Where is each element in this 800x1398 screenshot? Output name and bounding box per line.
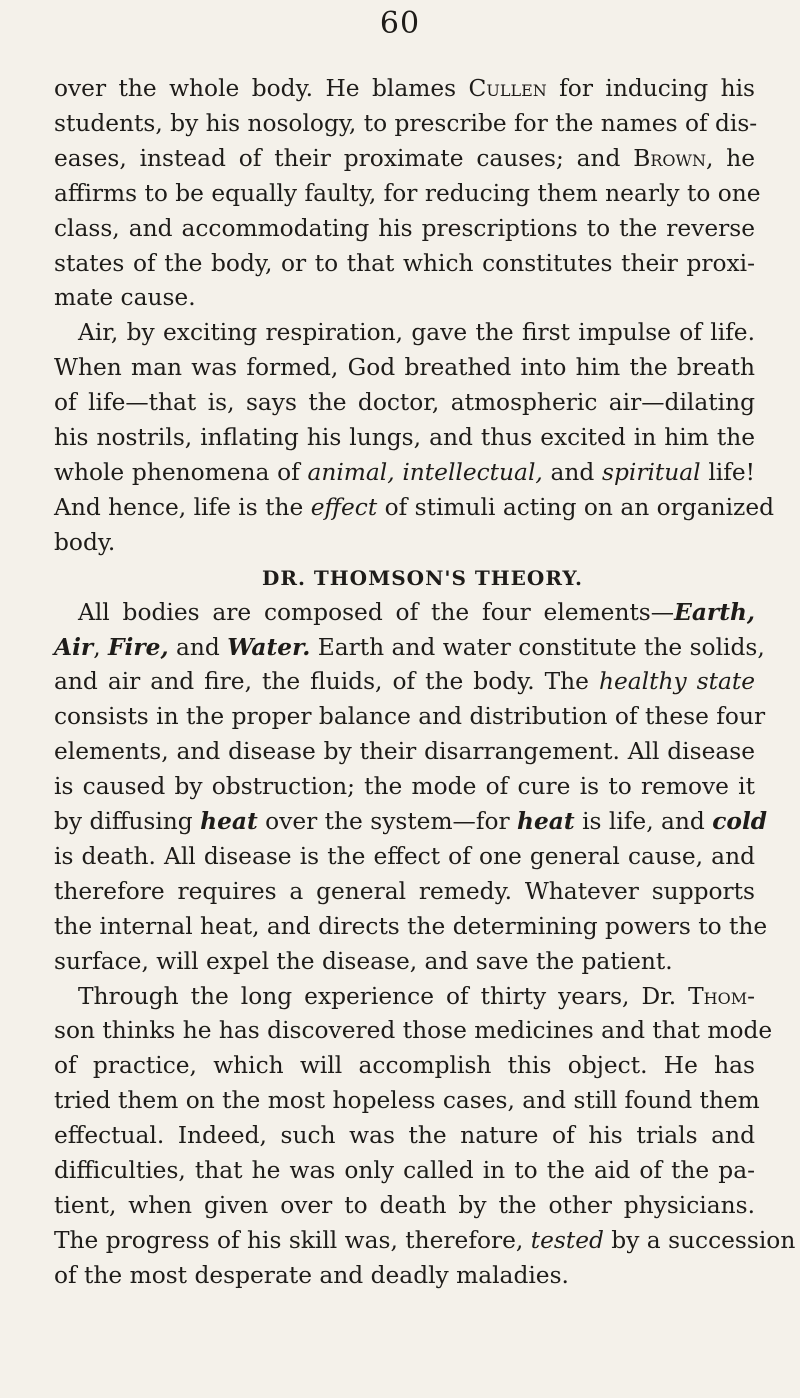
text-line: and air and fire, the fluids, of the body. The healthy state: [54, 668, 756, 696]
text-line: therefore requires a general remedy. Whatever supports: [54, 877, 755, 905]
text-line: by diffusing heat over the system—for heat is life, and cold: [54, 808, 768, 836]
text-line: whole phenomena of animal, intellectual, and spiritual life!: [54, 458, 755, 486]
text-line: his nostrils, inflating his lungs, and thus excited in him the: [54, 424, 755, 452]
text-line: effectual. Indeed, such was the nature of his trials and: [54, 1122, 755, 1150]
section-heading: DR. THOMSON'S THEORY.: [261, 565, 584, 590]
text-line: tient, when given over to death by the other physicians.: [54, 1192, 755, 1219]
text-line: over the whole body. He blames Cullen for inducing his: [54, 75, 756, 102]
text-line: of practice, which will accomplish this object. He has: [54, 1052, 755, 1080]
text-line: of life—that is, says the doctor, atmospheric air—dilating: [54, 389, 755, 417]
text-line: Through the long experience of thirty years, Dr. Thom-: [78, 982, 755, 1010]
text-line: is death. All disease is the effect of one general cause, and: [54, 842, 755, 870]
text-line: states of the body, or to that which constitutes their proxi-: [54, 249, 755, 277]
text-line: difficulties, that he was only called in to the aid of the pa-: [54, 1157, 755, 1185]
text-line: When man was formed, God breathed into him the breath: [54, 354, 755, 382]
text-line: students, by his nosology, to prescribe for the names of dis-: [54, 109, 758, 137]
text-line: And hence, life is the effect of stimuli acting on an organized: [54, 493, 775, 521]
text-line: son thinks he has discovered those medicines and that mode: [54, 1017, 773, 1045]
page-number: 60: [379, 6, 421, 41]
text-line: Air, Fire, and Water. Earth and water constitute the solids,: [54, 633, 765, 661]
text-line: tried them on the most hopeless cases, and still found them: [54, 1087, 760, 1115]
text-line: class, and accommodating his prescriptions to the reverse: [54, 214, 755, 242]
text-line: mate cause.: [54, 284, 196, 312]
text-line: The progress of his skill was, therefore, tested by a succession: [54, 1226, 796, 1254]
body-text: [54, 72, 796, 1294]
text-line: consists in the proper balance and distribution of these four: [54, 703, 766, 731]
text-line: eases, instead of their proximate causes; and Brown, he: [54, 144, 755, 172]
text-line: elements, and disease by their disarrangement. All disease: [54, 738, 755, 766]
text-line: body.: [54, 528, 116, 556]
text-line: the internal heat, and directs the determining powers to the: [54, 912, 768, 940]
text-line: is caused by obstruction; the mode of cure is to remove it: [54, 773, 755, 801]
text-line: surface, will expel the disease, and save the patient.: [54, 947, 673, 975]
text-line: of the most desperate and deadly maladies.: [54, 1261, 569, 1289]
text-line: All bodies are composed of the four elements—Earth,: [78, 598, 755, 626]
text-line: Air, by exciting respiration, gave the first impulse of life.: [78, 319, 755, 347]
text-line: affirms to be equally faulty, for reducing them nearly to one: [54, 179, 761, 207]
